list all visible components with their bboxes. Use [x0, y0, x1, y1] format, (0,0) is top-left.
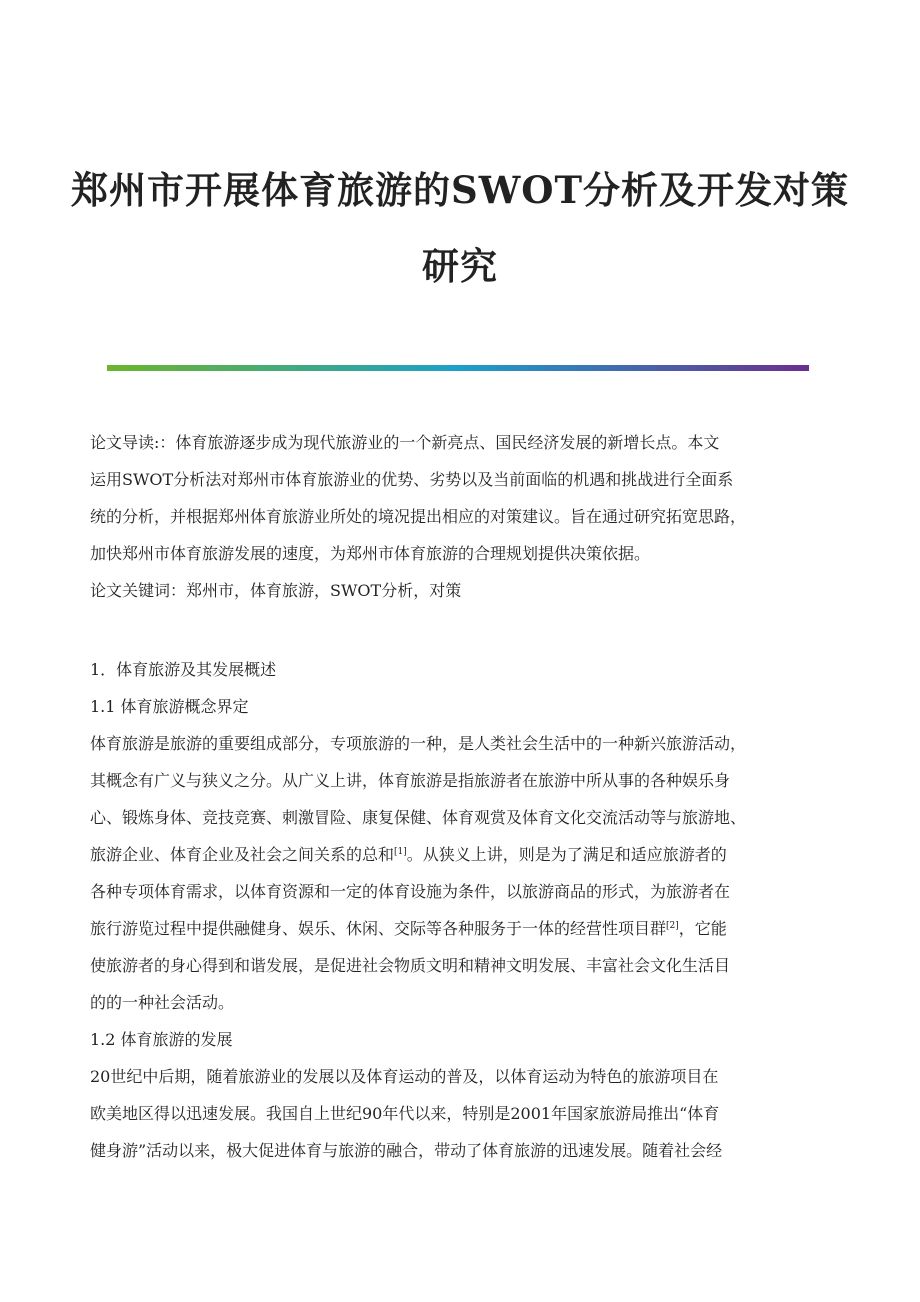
title-line-1: 郑州市开展体育旅游的SWOT分析及开发对策 — [70, 168, 850, 212]
abstract — [90, 424, 835, 572]
paragraph-line: 旅游企业、体育企业及社会之间关系的总和 — [90, 845, 395, 864]
abstract-line: 体育旅游逐步成为现代旅游业的一个新亮点、国民经济发展的新增长点。本文 — [175, 433, 720, 452]
section-1-2-heading: 1.2 体育旅游的发展 — [90, 1030, 233, 1049]
section-1-1-heading: 1.1 体育旅游概念界定 — [90, 697, 249, 716]
keywords-label: 论文关键词： — [90, 581, 187, 600]
paragraph-line: 的的一种社会活动。 — [90, 993, 235, 1012]
abstract-line: 加快郑州市体育旅游发展的速度，为郑州市体育旅游的合理规划提供决策依据。 — [90, 544, 651, 563]
paragraph-line: 。从狭义上讲，则是为了满足和适应旅游者的 — [406, 845, 727, 864]
keywords-text: 郑州市，体育旅游，SWOT分析，对策 — [186, 581, 462, 600]
paragraph-line: 体育旅游是旅游的重要组成部分，专项旅游的一种，是人类社会生活中的一种新兴旅游活动， — [90, 734, 747, 753]
citation-2[interactable]: [2] — [666, 921, 679, 931]
paper-title — [60, 152, 860, 304]
paragraph-line: 20世纪中后期，随着旅游业的发展以及体育运动的普及，以体育运动为特色的旅游项目在 — [90, 1067, 719, 1086]
title-line-2: 研究 — [422, 244, 498, 288]
abstract-line: 运用SWOT分析法对郑州市体育旅游业的优势、劣势以及当前面临的机遇和挑战进行全面系 — [90, 470, 734, 489]
paragraph-line: 各种专项体育需求，以体育资源和一定的体育设施为条件，以旅游商品的形式，为旅游者在 — [90, 882, 731, 901]
paragraph-line: ，它能 — [678, 919, 727, 938]
keywords — [90, 572, 835, 609]
title-divider — [107, 365, 809, 371]
paragraph-line: 心、锻炼身体、竞技竞赛、刺激冒险、康复保健、体育观赏及体育文化交流活动等与旅游地、 — [90, 808, 747, 827]
citation-1[interactable]: [1] — [394, 847, 407, 857]
section-1-2-paragraph — [90, 1058, 835, 1169]
section-1-1-paragraph — [90, 725, 835, 1021]
paragraph-line: 其概念有广义与狭义之分。从广义上讲，体育旅游是指旅游者在旅游中所从事的各种娱乐身 — [90, 771, 731, 790]
section-1-heading: 1．体育旅游及其发展概述 — [90, 660, 277, 679]
paragraph-line: 欧美地区得以迅速发展。我国自上世纪90年代以来，特别是2001年国家旅游局推出“体育 — [90, 1104, 720, 1123]
paragraph-line: 使旅游者的身心得到和谐发展，是促进社会物质文明和精神文明发展、丰富社会文化生活目 — [90, 956, 731, 975]
abstract-line: 统的分析，并根据郑州体育旅游业所处的境况提出相应的对策建议。旨在通过研究拓宽思路， — [90, 507, 747, 526]
paper-body — [90, 424, 835, 1169]
abstract-label: 论文导读:： — [90, 433, 176, 452]
paragraph-line: 健身游”活动以来，极大促进体育与旅游的融合，带动了体育旅游的迅速发展。随着社会经 — [90, 1141, 723, 1160]
paragraph-line: 旅行游览过程中提供融健身、娱乐、休闲、交际等各种服务于一体的经营性项目群 — [90, 919, 667, 938]
